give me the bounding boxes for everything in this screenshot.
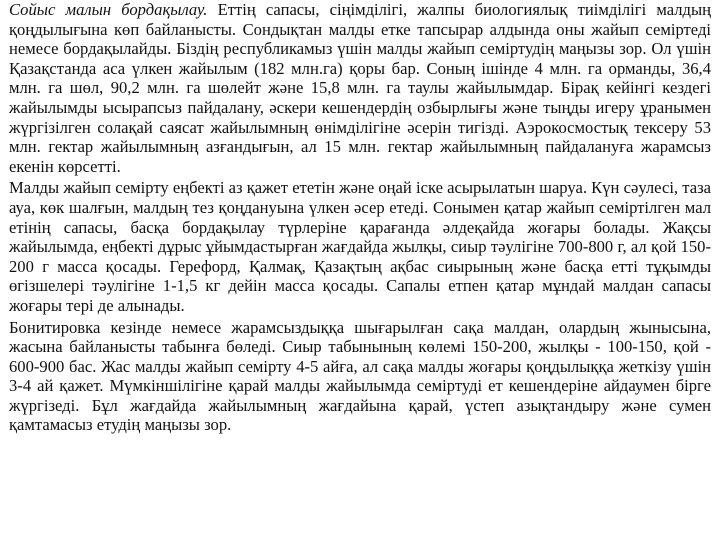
paragraph-1 xyxy=(9,0,711,176)
paragraph-1-text: Еттің сапасы, сіңімділігі, жалпы биологиялық тиімділігі малдың қоңдылығына көп байланысты. Сондықтан малды етке тапсырар алдында оны жайып семіртеді немесе бордақылайды. Біздің республикамыз үшін малды жайып семіртудің маңызы зор. Ол үшін Қазақстанда аса үлкен жайылым (182 млн.га) қоры бар. Соның ішінде 4 млн. га орманды, 36,4 млн. га шөл, 90,2 млн. га шөлейт және 15,8 млн. га таулы жайылымдар. Бірақ кейінгі кездегі жайылымды ысырапсыз пайдалану, әскери кешендердің озбырлығы және тыңды игеру ұранымен жүргізілген солақай саясат жайылымның өнімділігіне әсерін тигізді. Аэрокосмостық тексеру 53 млн. гектар жайылымның азғандығын, ал 15 млн. гектар жайылымның пайдалануға жарамсыз екенін көрсетті. xyxy=(9,0,711,176)
paragraph-3-text: Бонитировка кезінде немесе жарамсыздыққа шығарылған сақа малдан, олардың жынысына, жасына байланысты табынға бөледі. Сиыр табынының көлемі 150-200, жылқы - 100-150, қой - 600-900 бас. Жас малды жайып семірту 4-5 айға, ал сақа малды жоғары қоңдылыққа жеткізу үшін 3-4 ай қажет. Мүмкіншілігіне қарай малды жайылымда семіртуді ет кешендеріне айдаумен бірге жүргізеді. Бұл жағдайда жайылымның жағдайына қарай, үстеп азықтандыру және сумен қамтамасыз етудің маңызы зор. xyxy=(9,317,711,435)
paragraph-2 xyxy=(9,178,711,315)
document-body xyxy=(9,0,711,435)
paragraph-3 xyxy=(9,318,711,436)
paragraph-2-text: Малды жайып семірту еңбекті аз қажет ететін және оңай іске асырылатын шаруа. Күн сәулесі, таза ауа, көк шалғын, малдың тез қоңдануына үлкен әсер етеді. Сонымен қатар жайып семіртілген мал етінің сапасы, басқа бордақылау түрлеріне қарағанда әлдеқайда жоғары болады. Жақсы жайылымда, еңбекті дұрыс ұйымдастырған жағдайда жылқы, сиыр тәулігіне 700-800 г, ал қой 150-200 г масса қосады. Герефорд, Қалмақ, Қазақтың ақбас сиырының және басқа етті тұқымды өгізшелері тәулігіне 1-1,5 кг дейін масса қосады. Сапалы етпен қатар мұндай малдан сапасы жоғары тері де алынады. xyxy=(9,178,711,315)
paragraph-1-lead: Сойыс малын бордақылау. xyxy=(9,0,208,19)
